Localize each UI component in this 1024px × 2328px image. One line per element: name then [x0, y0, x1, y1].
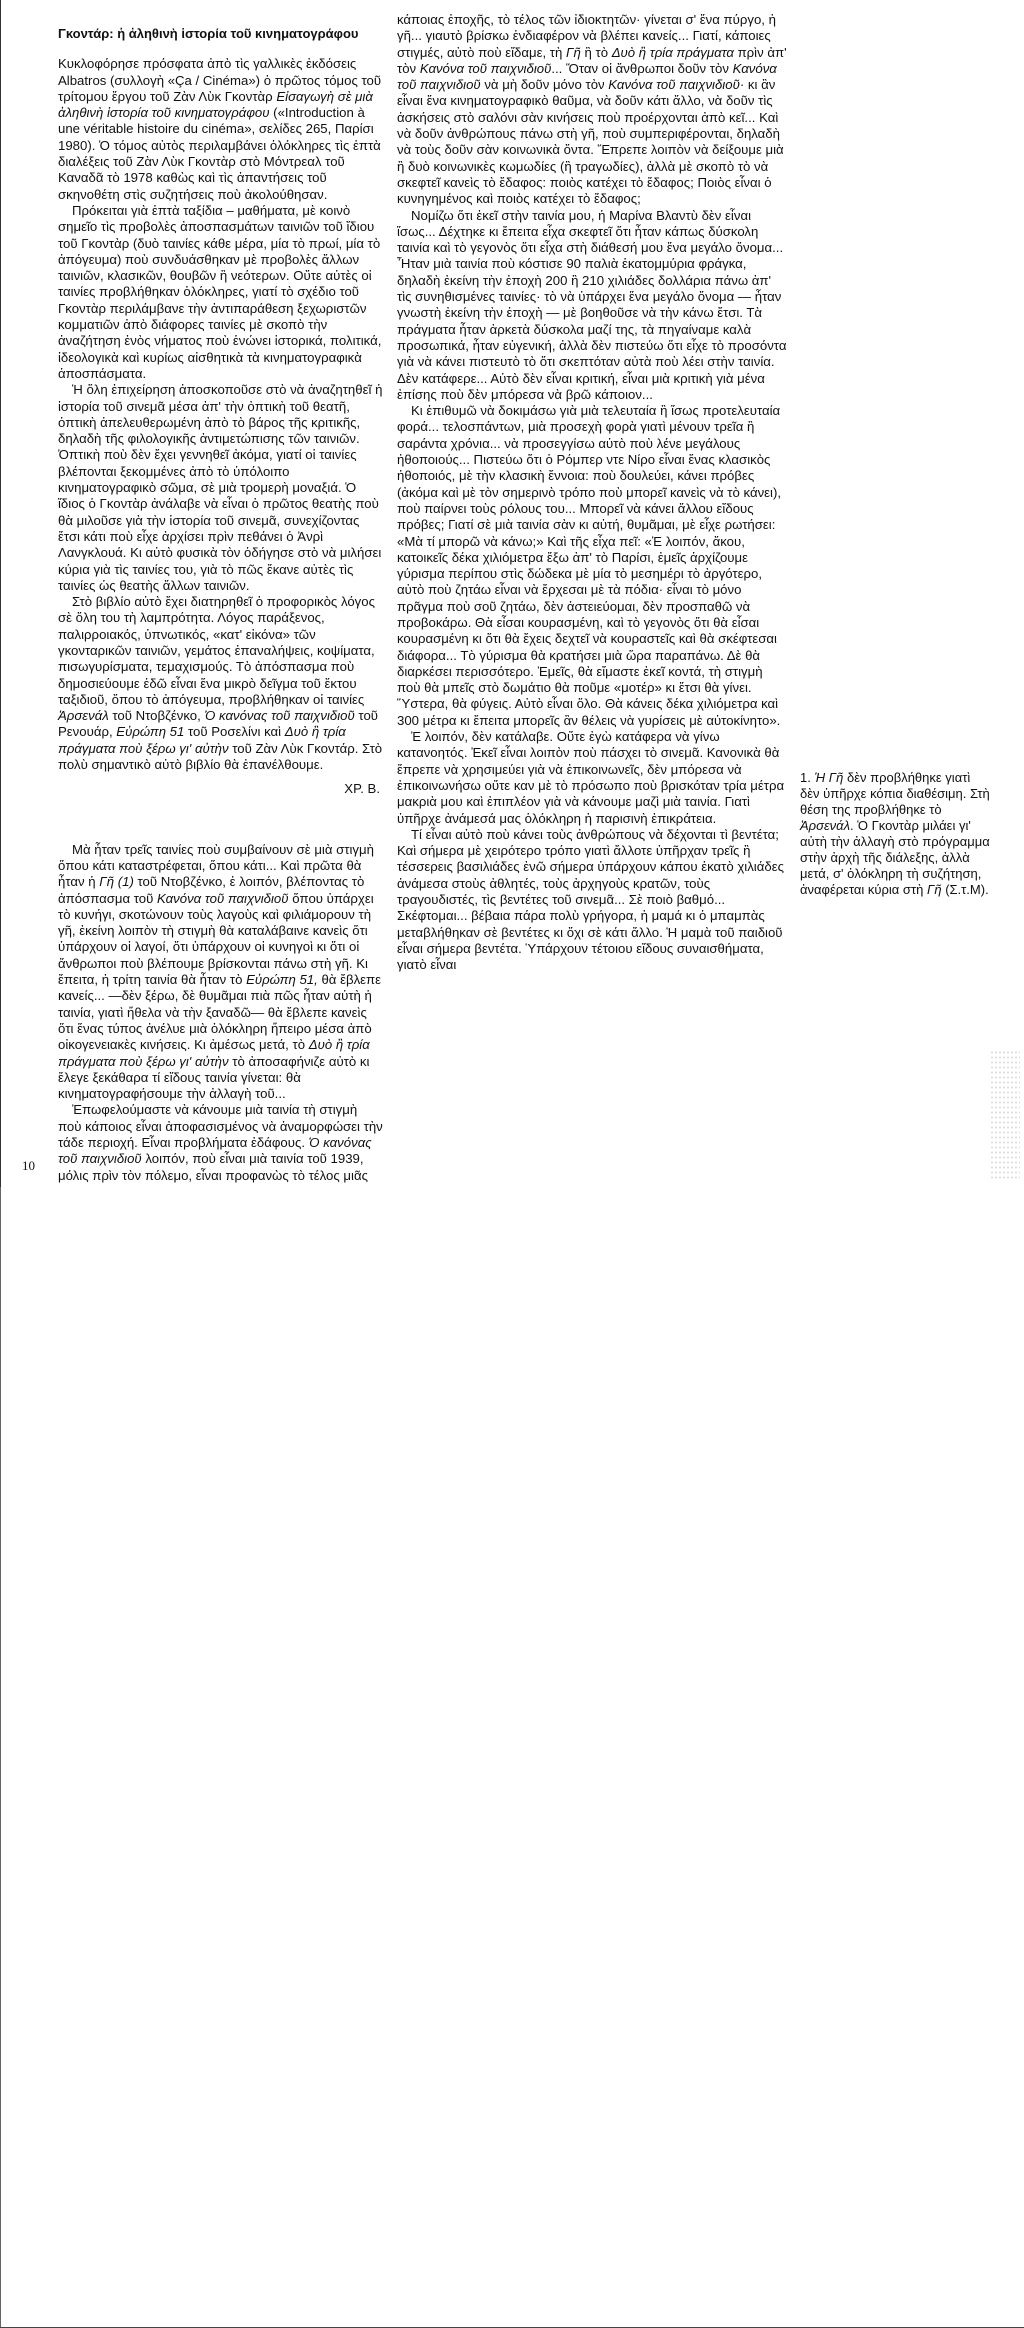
text-run: τοῦ Ζὰν Λὺκ Γκοντάρ. Στὸ πολὺ σημαντικὸ αὐτὸ βιβλίο θὰ ἐπανέλθουμε. [58, 740, 383, 773]
italic-title-text: Δυὸ ἢ τρία πράγματα [611, 44, 734, 60]
italic-title-text: Κανόνα τοῦ παιχνιδιοῦ [157, 890, 289, 906]
text-run: νὰ μὴ δοῦν μόνο τὸν [480, 77, 609, 93]
text-run: («Introduction à une véritable histoire du cinéma», σελίδες 265, Παρίσι 1980). Ὁ τόμος αὐτὸς περιλαμβάνει ὁλόκληρες τὶς ἑπτὰ διαλέξεις τοῦ Ζὰν Λὺκ Γκοντὰρ στὸ Μόντρεαλ τοῦ Καναδᾶ τὸ 1978 καθὼς καὶ τὶς ἀπαντήσεις τοῦ σκηνοθέτη στὶς συζητήσεις ποὺ ἀκολούθησαν. [58, 105, 381, 202]
body-paragraph [397, 827, 787, 974]
right-column [397, 12, 787, 974]
body-paragraph [397, 208, 787, 404]
text-run: Πρόκειται γιὰ ἑπτὰ ταξίδια – μαθήματα, μὲ κοινὸ σημεῖο τὶς προβολὲς ἀποσπασμάτων ταινιῶν τοῦ ἴδιου τοῦ Γκοντὰρ (δυὸ ταινίες κάθε μέρα, μία τὸ πρωί, μία τὸ ἀπόγευμα) ποὺ συνδυάσθηκαν μὲ προβολὲς ἄλλων ταινιῶν, κλασικῶν, θουβῶν ἢ νεότερων. Οὔτε αὐτὲς οἱ ταινίες προβλήθηκαν ὁλόκληρες, γιατί τὸ σχέδιο τοῦ Γκοντὰρ περιλάμβανε τὴν ἀντιπαράθεση ξεχωριστῶν κομματιῶν ἀπὸ διάφορες ταινίες μὲ σκοπὸ τὴν ἀναζήτηση ἑνὸς νήματος ποὺ ἑνώνει ἱστορικά, πολιτικά, ἰδεολογικὰ καὶ κυρίως αἰσθητικὰ τὰ κινηματογραφικὰ ἀποσπάσματα. [58, 202, 382, 381]
intro-paragraph [58, 594, 384, 773]
italic-title-text: Εὐρώπη 51, [246, 972, 318, 988]
scan-noise [990, 1050, 1020, 1180]
italic-title-text: Ἀρσενάλ [58, 708, 109, 724]
text-run: Στὸ βιβλίο αὐτὸ ἔχει διατηρηθεῖ ὁ προφορικὸς λόγος σὲ ὅλη του τὴ λαμπρότητα. Λόγος παράξενος, παλιρροιακός, ὑπνωτικός, «κατ' εἰκόνα» τῶν γκονταρικῶν ταινιῶν, γεμάτος ἐπαναλήψεις, κοψίματα, πισωγυρίσματα, τεμαχισμούς. Τὸ ἀπόσπασμα ποὺ δημοσιεύουμε ἐδῶ εἶναι ἕνα μικρὸ δεῖγμα τοῦ ἕκτου ταξιδιοῦ, ὅπου τὸ ἀπόγευμα, προβλήθηκαν οἱ ταινίες [58, 594, 375, 707]
section-gap [58, 798, 384, 842]
body-paragraph [58, 842, 384, 1103]
body-paragraph [397, 403, 787, 729]
italic-title-text: Ἀρσενάλ [800, 818, 850, 833]
text-run: δὲν προβλήθηκε γιατὶ δὲν ὑπῆρχε κόπια διαθέσιμη. Στὴ θέση της προβλήθηκε τὸ [800, 770, 990, 817]
italic-title-text: Ὁ κανόνας τοῦ παιχνιδιοῦ [58, 1135, 372, 1167]
text-run: Ἐπωφελούμαστε νὰ κάνουμε μιὰ ταινία τὴ στιγμὴ ποὺ κάποιος εἶναι ἀποφασισμένος νὰ ἀναμορφώσει τὴν τάδε περιοχή. Εἶναι προβλήματα ἐδάφους. [58, 1102, 383, 1150]
text-run: τοῦ Ντοβζένκο, ἐ λοιπόν, βλέποντας τὸ ἀπόσπασμα τοῦ [58, 874, 365, 906]
intro-paragraph [58, 203, 384, 382]
text-run: (Σ.τ.Μ). [941, 882, 989, 897]
author-signature: ΧΡ. Β. [344, 781, 380, 797]
scan-edge-line [0, 0, 1, 1187]
text-run: τοῦ Ντοβζένκο, [108, 708, 205, 724]
italic-title-text: Κανόνα τοῦ παιχνιδιοῦ [419, 60, 552, 76]
intro-paragraph [58, 382, 384, 594]
footnote-text [800, 770, 990, 898]
italic-title-text: Γῆ (1) [99, 874, 134, 890]
text-run: Ἡ ὅλη ἐπιχείρηση ἀποσκοποῦσε στὸ νὰ ἀναζητηθεῖ ἡ ἱστορία τοῦ σινεμᾶ μέσα ἀπ' τὴν ὀπτικὴ τοῦ θεατῆ, ὀπτικὴ ἀπελευθερωμένη ἀπὸ τὸ βάρος τῆς κριτικῆς, δηλαδὴ τῆς φιλολογικῆς ἀντιμετώπισης τῶν ταινιῶν. Ὀπτικὴ ποὺ δὲν ἔχει γεννηθεῖ ἀκόμα, γιατί οἱ ταινίες βλέπονται ξεκομμένες ἀπὸ τὸ ὑπόλοιπο κινηματογραφικὸ σῶμα, σὲ μιὰ τρομερὴ μοναξιά. Ὁ ἴδιος ὁ Γκοντὰρ ἀνάλαβε νὰ εἶναι ὁ πρῶτος θεατὴς ποὺ θὰ μιλοῦσε γιὰ τὴν ἱστορία τοῦ σινεμᾶ, συνεχίζοντας ἔτσι κάτι ποὺ εἶχε ἀρχίσει πρὶν πεθάνει ὁ Ἀνρὶ Λανγκλουά. Κι αὐτὸ φυσικὰ τὸν ὁδήγησε στὸ νὰ μιλήσει κύρια γιὰ τὶς ταινίες του, γιὰ τὸ πῶς ἔκανε αὐτὲς τὶς ταινίες ὡς θεατὴς ἄλλων ταινιῶν. [58, 382, 383, 593]
text-run: τοῦ Ρενουάρ, [58, 708, 378, 740]
text-run: τὸ ἀποσαφήνιζε αὐτὸ κι ἔλεγε ξεκάθαρα τί εἴδους ταινία γίνεται: θὰ κινηματογραφήσουμε τὴν ἀλλαγὴ τοῦ... [58, 1053, 370, 1102]
text-run: Τί εἶναι αὐτὸ ποὺ κάνει τοὺς ἀνθρώπους νὰ δέχονται τὶ βεντέτα; Καὶ σήμερα μὲ χειρότερο τρόπο γιατὶ ἄλλοτε ὑπῆρχαν τρεῖς ἢ τέσσερεις βασιλιάδες ἐνῶ σήμερα ὑπάρχουν κάπου ἑκατὸ χιλιάδες ἀνάμεσα στοὺς ἀθλητές, τοὺς ἀρχηγοὺς κρατῶν, τοὺς τραγουδιστές, τὶς βεντέτες τοῦ σινεμᾶ... Σὲ ποιὸ βαθμό... Σκέφτομαι... βέβαια πάρα πολὺ γρήγορα, ἡ μαμά κι ὁ μπαμπὰς μεταβλήθηκαν σὲ βεντέτες κι ὄχι σὲ κάτι ἄλλο. Ἡ μαμὰ τοῦ παιδιοῦ εἶναι σήμερα βεντέτα. Ὑπάρχουν τέτοιου εἴδους συναισθήματα, γιατὸ εἶναι [397, 826, 784, 973]
text-run: Κι ἐπιθυμῶ νὰ δοκιμάσω γιὰ μιὰ τελευταία ἢ ἴσως προτελευταία φορά... τελοσπάντων, μιὰ προσεχὴ φορὰ γιατὶ μένουν τρεῖα ἢ σαράντα χρόνια... νὰ προσεγγίσω αὐτὸ ποὺ λένε μεγάλους ἠθοποιούς... Πιστεύω ὅτι ὁ Ρόμπερ ντε Νίρο εἶναι ἕνας κλασικὸς ἠθοποιός, μὲ τὴν κλασικὴ ἔννοια: ποὺ δουλεύει, κάνει πρόβες (ἀκόμα καὶ μὲ τὸν σημερινὸ τρόπο ποὺ μπορεῖ κανεὶς νὰ τὸ κάνει), ποὺ παίρνει τοὺς ρόλους του... Μπορεῖ νὰ κάνει ἄλλου εἴδους πρόβες; Γιατί σὲ μιὰ ταινία σὰν κι αὐτή, θυμᾶμαι, μὲ εἶχε ρωτήσει: «Μὰ τί μπορῶ νὰ κάνω;» Καὶ τῆς εἶχα πεῖ: «Ἐ λοιπόν, ἄκου, κατοικεῖς δέκα χιλιόμετρα ἔξω ἀπ' τὸ Παρίσι, ἐμεῖς ἀρχίζουμε γύρισμα περίπου στὶς δώδεκα μὲ μία τὸ μεσημέρι τὸ ἀργότερο, αὐτὸ ποὺ ζητάω εἶναι νὰ ἔρχεσαι μὲ τὰ πόδια· εἶναι τὸ μόνο πρᾶγμα ποὺ σοῦ ζητάω, δὲν ἀστειεύομαι, δὲν προσπαθῶ νὰ προβοκάρω. Θὰ εἶσαι κουρασμένη, καὶ τὸ γεγονὸς ὅτι θὰ εἶσαι κουρασμένη κι ὅτι θὰ ἔχεις δεχτεῖ νὰ κουραστεῖς καὶ θὰ σκέφτεσαι διάφορα... Τὸ γύρισμα θὰ κρατήσει μιὰ ὥρα παραπάνω. Δὲ θὰ διαρκέσει περισσότερο. Ἐμεῖς, θὰ εἴμαστε ἐκεῖ κοντά, τὴ στιγμὴ ποὺ θὰ μπεῖς στὸ δωμάτιο θὰ ποῦμε «μοτέρ» κι ἔτσι θὰ γίνει. Ὕστερα, θὰ φύγεις. Αὐτὸ εἶναι ὅλο. Θὰ κάνεις δέκα χιλιόμετρα καὶ 300 μέτρα κι ἔπειτα μπορεῖς ἂν θέλεις νὰ γυρίσεις μὲ αὐτοκίνητο». [397, 403, 782, 728]
italic-title-text: Δυὸ ἢ τρία πράγματα ποὺ ξέρω γι' αὐτὴν [58, 1037, 370, 1069]
body-paragraph [397, 729, 787, 827]
italic-title-text: Δυὸ ἢ τρία πράγματα ποὺ ξέρω γι' αὐτὴν [58, 724, 346, 756]
scan-edge-line [0, 1187, 1, 2327]
text-run: Ἐ λοιπόν, δὲν κατάλαβε. Οὔτε ἐγὼ κατάφερα νὰ γίνω κατανοητός. Ἐκεῖ εἶναι λοιπὸν ποὺ πάσχει τὸ σινεμᾶ. Κανονικὰ θὰ ἔπρεπε νὰ χρησιμεύει γιὰ νὰ ἐπικοινωνεῖς, δὲν μπόρεσα νὰ ἐπικοινωνήσω οὔτε καν μὲ τὸ πρόσωπο ποὺ βρισκόταν τρία μέτρα μακριὰ μου καὶ ἐπιπλέον γιὰ νὰ κάνουμε μαζὶ μιὰ ταινία. Γιατὶ ὑπῆρχε ἀνάμεσά μας ὁλόκληρη ἡ παρισινὴ ἐπικράτεια. [397, 729, 785, 826]
text-run: · κι ἂν εἶναι ἕνα κινηματογραφικὸ θαῦμα, νὰ δοῦν κάτι ἄλλο, νὰ δοῦν τὶς ἀσκήσεις στὸ σαλόνι σὰν κινήσεις ποὺ προέρχονται ἀπὸ κεῖ... Καὶ νὰ δοῦν ἀνθρώπους πάνω στὴ γῆ, ποὺ συμπεριφέρονται, δηλαδὴ νὰ τοὺς δοῦν σὰν κοινωνικὰ ὄντα. Ἔπρεπε λοιπὸν νὰ δείξουμε μιὰ ἢ δυὸ κοινωνικὲς κωμωδίες (ἢ τραγωδίες), ἀλλὰ μὲ σκοπὸ τὸ νὰ σκεφτεῖ κανεὶς τὸ ἔδαφος: ποιὸς κατέχει τὸ ἔδαφος; Ποιὸς εἶναι ὁ κυνηγημένος καὶ ποιὸς κατέχει τὸ ἔδαφος; [397, 77, 784, 207]
body-paragraph [397, 12, 787, 208]
text-run: ὅπου ὑπάρχει τὸ κυνήγι, σκοτώνουν τοὺς λαγοὺς καὶ φιλιάμορουν τὴ γῆ, ἐκείνη λοιπὸν τὴ στιγμὴ θὰ καταλάβαινε κανεὶς ὅτι ὑπάρχουν οἱ λαγοί, ὅτι ὑπάρχουν οἱ κυνηγοὶ κι ὅτι οἱ ἄνθρωποι ποὺ βλέπουμε βρίσκονται πάνω στὴ γῆ. Κι ἔπειτα, ἡ τρίτη ταινία θὰ ἦταν τὸ [58, 890, 374, 988]
page-number: 10 [22, 1158, 35, 1173]
text-run: θὰ ἔβλεπε κανείς... —δὲν ξέρω, δὲ θυμᾶμαι πιὰ πῶς ἦταν αὐτὴ ἡ ταινία, γιατὶ ἤθελα νὰ τὴν ξαναδῶ— θὰ ἔβλεπε κανεὶς ὅτι ἕνας τύπος ἀνέλυε μιὰ ὁλόκληρη ἤπειρο μέσα ἀπὸ οἰκογενειακὲς κινήσεις. Κι ἀμέσως μετά, τὸ [58, 972, 382, 1053]
italic-title-text: Γῆ [565, 44, 581, 60]
italic-title-text: Γῆ [926, 882, 942, 897]
italic-title-text: Κανόνα τοῦ παιχνιδιοῦ [608, 77, 740, 93]
italic-title-text: Ὁ κανόνας τοῦ παιχνιδιοῦ [204, 708, 355, 724]
italic-title-text: Εἰσαγωγὴ σὲ μιὰ ἀληθινὴ ἱστορία τοῦ κινηματογράφου [58, 88, 373, 121]
text-run: ἢ τὸ [580, 44, 612, 60]
italic-title-text: Ἡ Γῆ [814, 770, 844, 785]
text-run: Νομίζω ὅτι ἐκεῖ στὴν ταινία μου, ἡ Μαρίνα Βλαντὺ δὲν εἶναι ἴσως... Δέχτηκε κι ἔπειτα εἶχα σκεφτεῖ ὅτι ἦταν κάπως δύσκολη ταινία καὶ τὸ γεγονὸς ὅτι εἶχα στὴ διάθεσή μου ἕνα μεγάλο ὄνομα... Ἦταν μιὰ ταινία ποὺ κόστισε 90 παλιὰ ἑκατομμύρια φράγκα, δηλαδὴ ἐκείνη τὴν ἐποχὴ 200 ἢ 210 χιλιάδες δολλάρια πάνω ἀπ' τὶς συνηθισμένες ταινίες· τὸ νὰ ὑπάρχει ἕνα μεγάλο ὄνομα — ἦταν γνωστὴ ἐκείνη τὴν ἐποχὴ — μὲ βοηθοῦσε νὰ τὴν κάνω ἔτσι. Τὰ πράγματα ἦταν ἀρκετὰ δύσκολα μαζί της, τὰ πηγαίναμε καλὰ προσωπικά, ἦταν εὐγενική, ἀλλὰ δὲν πιστεύω ὅτι εἶχε τὸ προσόντα γιὰ νὰ κάνει πιστευτὸ τὸ ὅτι σκεπτόταν αὐτὰ ποὺ λέει στὴν ταινία. Δὲν κατάφερε... Αὐτὸ δὲν εἶναι κριτική, εἶναι μιὰ κριτικὴ γιὰ μένα ἐπίσης ποὺ δὲν μπόρεσα νὰ βρῶ κάποιον... [397, 207, 787, 402]
text-run: λοιπόν, ποὺ εἶναι μιὰ ταινία τοῦ 1939, μόλις πρὶν τὸν πόλεμο, εἶναι προφανὼς τὸ τέλος μιᾶς [58, 1151, 368, 1183]
text-run: κάποιας ἐποχῆς, τὸ τέλος τῶν ἰδιοκτητῶν· γίνεται σ' ἕνα πύργο, ἡ γῆ... γιαυτὸ βρίσκω ἐνδιαφέρον νὰ βλέπει κανείς... Γιατί, κάποιες στιγμές, αὐτὸ ποὺ εἴδαμε, τὴ [397, 12, 776, 60]
text-run: 1. [800, 770, 815, 785]
body-paragraph [58, 1102, 384, 1183]
footnote [800, 770, 990, 898]
text-run: ... Ὅταν οἱ ἄνθρωποι δοῦν τὸν [551, 60, 733, 76]
text-run: τοῦ Ροσελίνι καὶ [184, 724, 285, 740]
text-run: Μὰ ἦταν τρεῖς ταινίες ποὺ συμβαίνουν σὲ μιὰ στιγμὴ ὅπου κάτι καταστρέφεται, ὅπου κάτι... Καὶ πρῶτα θὰ ἦταν ἡ [58, 841, 374, 890]
text-run: . Ὁ Γκοντὰρ μιλάει γι' αὐτὴ τὴν ἀλλαγὴ στὸ πρόγραμμα στὴν ἀρχὴ τῆς διάλεξης, ἀλλὰ μετά, σ' ὁλόκληρη τὴ συζήτηση, ἀναφέρεται κύρια στὴ [800, 818, 990, 897]
italic-title-text: Εὐρώπη 51 [116, 724, 185, 740]
text-run: πρὶν ἀπ' τὸν [397, 44, 787, 76]
left-column [58, 26, 384, 1184]
text-run: Κυκλοφόρησε πρόσφατα ἀπὸ τὶς γαλλικὲς ἐκδόσεις Albatros (συλλογὴ «Ça / Cinéma») ὁ πρῶτος τόμος τοῦ τρίτομου ἔργου τοῦ Ζὰν Λὺκ Γκοντὰρ [58, 56, 382, 104]
italic-title-text: Κανόνα τοῦ παιχνιδιοῦ [397, 60, 777, 93]
intro-paragraph [58, 56, 384, 203]
article-heading: Γκοντάρ: ἡ ἀληθινὴ ἱστορία τοῦ κινηματογράφου [58, 26, 359, 41]
